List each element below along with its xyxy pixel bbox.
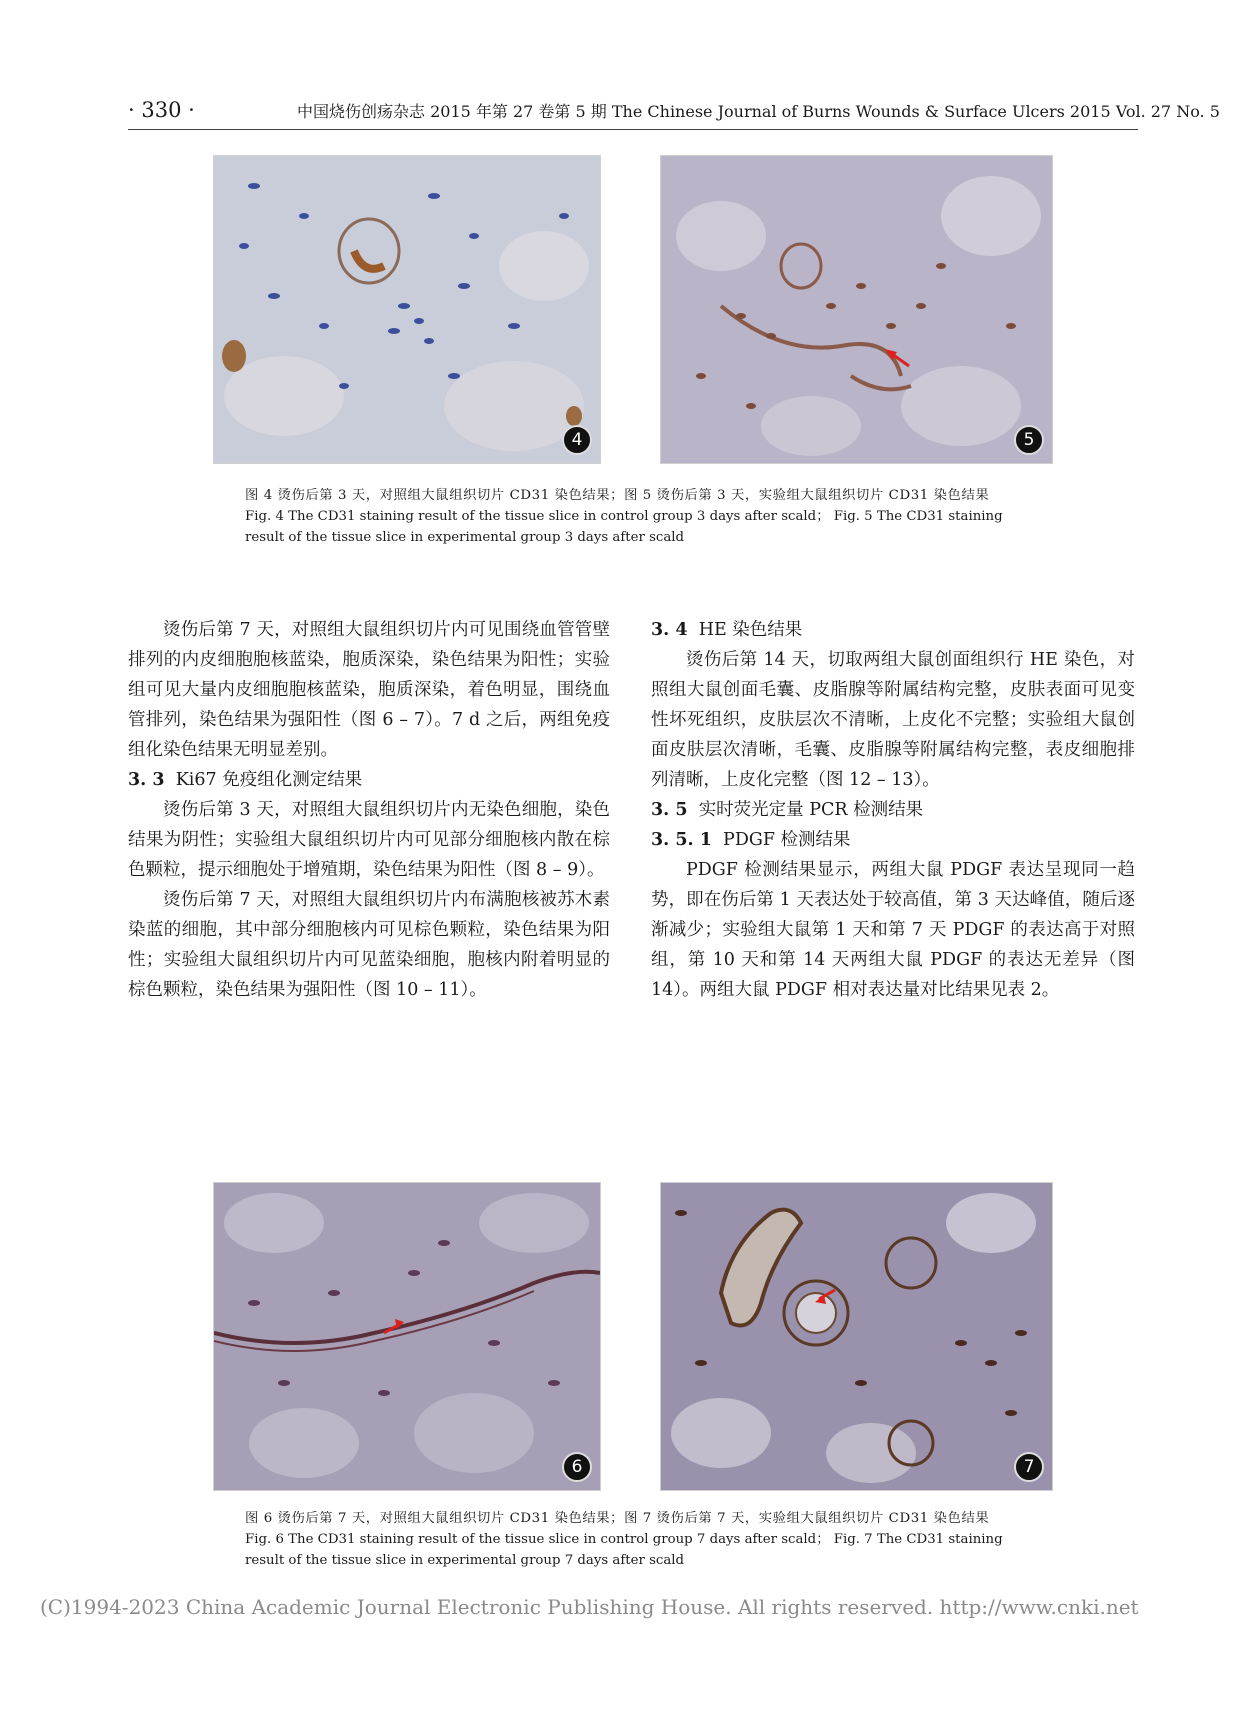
section-heading-3-5-1: 3. 5. 1 PDGF 检测结果 [651,830,851,850]
figure-7-micrograph [660,1182,1053,1491]
paragraph: 烫伤后第 14 天，切取两组大鼠创面组织行 HE 染色，对照组大鼠创面毛囊、皮脂腺等附属结构完整，皮肤表面可见变性坏死组织，皮肤层次不清晰，上皮化不完整；实验组大鼠创面皮肤层次清晰，毛囊、皮脂腺等附属结构完整，表皮细胞排列清晰，上皮化完整（图 12 – 13）。 [651,650,1135,790]
paragraph: 烫伤后第 3 天，对照组大鼠组织切片内无染色细胞，染色结果为阴性；实验组大鼠组织切片内可见部分细胞核内散在棕色颗粒，提示细胞处于增殖期，染色结果为阳性（图 8 – 9）。 [128,800,610,880]
section-heading-3-3: 3. 3 Ki67 免疫组化测定结果 [128,770,363,790]
right-column [651,615,1135,1005]
figure-4-label: 4 [562,425,592,455]
caption-english: Fig. 6 The CD31 staining result of the tissue slice in control group 7 days after scald； Fig. 7 The CD31 staining result of the tissue slice in experimental group 7 days after scald [245,1532,1003,1568]
section-heading-3-4: 3. 4 HE 染色结果 [651,620,803,640]
paragraph: PDGF 检测结果显示，两组大鼠 PDGF 表达呈现同一趋势，即在伤后第 1 天表达处于较高值，第 3 天达峰值，随后逐渐减少；实验组大鼠第 1 天和第 7 天 PDGF 的表达高于对照组，第 10 天和第 14 天两组大鼠 PDGF 的表达无差异（图 14）。两组大鼠 PDGF 相对表达量对比结果见表 2。 [651,860,1135,1000]
page-number: · 330 · [128,98,195,122]
caption-english: Fig. 4 The CD31 staining result of the tissue slice in control group 3 days after scald； Fig. 5 The CD31 staining result of the tissue slice in experimental group 3 days after scald [245,509,1003,545]
caption-chinese: 图 6 烫伤后第 7 天，对照组大鼠组织切片 CD31 染色结果；图 7 烫伤后第 7 天，实验组大鼠组织切片 CD31 染色结果 [245,1511,990,1526]
figure-6-label: 6 [562,1452,592,1482]
figure-7-label: 7 [1014,1452,1044,1482]
figure-6-7-caption [245,1508,1035,1571]
caption-chinese: 图 4 烫伤后第 3 天，对照组大鼠组织切片 CD31 染色结果；图 5 烫伤后第 3 天，实验组大鼠组织切片 CD31 染色结果 [245,488,990,503]
left-column [128,615,610,1005]
figure-5-label: 5 [1014,425,1044,455]
figure-5-micrograph [660,155,1053,464]
figure-4-5-caption [245,485,1035,548]
paragraph: 烫伤后第 7 天，对照组大鼠组织切片内布满胞核被苏木素染蓝的细胞，其中部分细胞核内可见棕色颗粒，染色结果为阳性；实验组大鼠组织切片内可见蓝染细胞，胞核内附着明显的棕色颗粒，染色结果为强阳性（图 10 – 11）。 [128,890,610,1000]
running-title: 中国烧伤创疡杂志 2015 年第 27 卷第 5 期 The Chinese Journal of Burns Wounds & Surface Ulcers 2015 Vol. 27 No. 5 [297,102,1220,121]
section-heading-3-5: 3. 5 实时荧光定量 PCR 检测结果 [651,800,924,820]
figure-6-micrograph [213,1182,601,1491]
header-divider [128,129,1138,130]
paragraph: 烫伤后第 7 天，对照组大鼠组织切片内可见围绕血管管壁排列的内皮细胞胞核蓝染，胞质深染，染色结果为阳性；实验组可见大量内皮细胞胞核蓝染，胞质深染，着色明显，围绕血管排列，染色结果为强阳性（图 6 – 7）。7 d 之后，两组免疫组化染色结果无明显差别。 [128,620,610,760]
copyright-footer: (C)1994-2023 China Academic Journal Electronic Publishing House. All rights reserved. http://www.cnki.net [40,1595,1139,1619]
figure-4-micrograph [213,155,601,464]
